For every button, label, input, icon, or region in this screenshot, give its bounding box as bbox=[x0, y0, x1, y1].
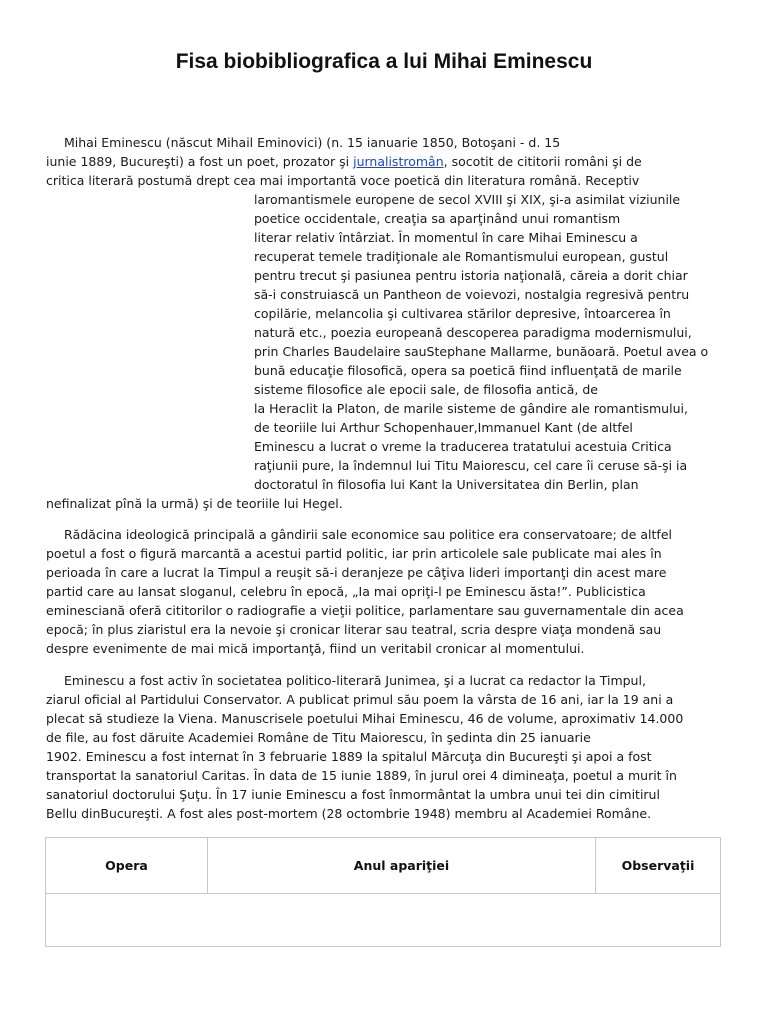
paragraph-1-column-line: pentru trecut şi pasiunea pentru istoria naţională, căreia a dorit chiar bbox=[254, 268, 688, 283]
paragraph-1-column-line: natură etc., poezia europeană descoperea paradigma modernismului, bbox=[254, 325, 692, 340]
paragraph-1-column-line: la Heraclit la Platon, de marile sisteme de gândire ale romantismului, bbox=[254, 401, 688, 416]
paragraph-3-line: 1902. Eminescu a fost internat în 3 februarie 1889 la spitalul Mărcuţa din Bucureşti şi apoi a fost bbox=[46, 749, 652, 764]
paragraph-1-text: iunie 1889, Bucureşti) a fost un poet, prozator şi bbox=[46, 154, 354, 169]
paragraph-1-column-line: Eminescu a lucrat o vreme la traducerea tratatului acestuia Critica bbox=[254, 439, 672, 454]
paragraph-2-line: eminesciană oferă cititorilor o radiografie a vieţii politice, parlamentare sau guvernamentale din acea bbox=[46, 603, 684, 618]
paragraph-1-column-line: bună educaţie filosofică, opera sa poetică fiind influenţată de marile bbox=[254, 363, 682, 378]
paragraph-1-line: Mihai Eminescu (născut Mihail Eminovici) (n. 15 ianuarie 1850, Botoşani - d. 15 bbox=[64, 135, 561, 150]
paragraph-2-line: poetul a fost o figură marcantă a acestui partid politic, iar prin articolele sale publicate mai ales în bbox=[46, 546, 662, 561]
paragraph-1-column-line: prin Charles Baudelaire sauStephane Mallarme, bunăoară. Poetul avea o bbox=[254, 344, 709, 359]
works-table bbox=[45, 837, 721, 947]
paragraph-3-line: transportat la sanatoriul Caritas. În data de 15 iunie 1889, în jurul orei 4 dimineaţa, poetul a murit în bbox=[46, 768, 677, 783]
paragraph-1-line: nefinalizat pînă la urmă) şi de teoriile lui Hegel. bbox=[46, 496, 343, 511]
page-title: Fisa biobibliografica a lui Mihai Eminescu bbox=[175, 50, 593, 73]
table-header-year: Anul apariţiei bbox=[208, 838, 596, 894]
paragraph-1-column-line: sisteme filosofice ale epocii sale, de filosofia antică, de bbox=[254, 382, 598, 397]
table-header-opera: Opera bbox=[46, 838, 208, 894]
paragraph-1-column-line: să-i construiască un Pantheon de voievozi, nostalgia regresivă pentru bbox=[254, 287, 690, 302]
paragraph-3-line: ziarul oficial al Partidului Conservator. A publicat primul său poem la vârsta de 16 ani, iar la 19 ani a bbox=[46, 692, 674, 707]
paragraph-1-column-line: doctoratul în filosofia lui Kant la Universitatea din Berlin, plan bbox=[254, 477, 639, 492]
jurnalist-roman-link[interactable]: jurnalistromân bbox=[353, 154, 444, 169]
paragraph-1-column-line: raţiunii pure, la îndemnul lui Titu Maiorescu, cel care îi ceruse să-şi ia bbox=[254, 458, 688, 473]
paragraph-1-line: critica literară postumă drept cea mai importantă voce poetică din literatura română. Receptiv bbox=[46, 173, 640, 188]
paragraph-2-line: perioada în care a lucrat la Timpul a reuşit să-i deranjeze pe câţiva lideri importanţi din acest mare bbox=[46, 565, 667, 580]
paragraph-3-line: Bellu dinBucureşti. A fost ales post-mortem (28 octombrie 1948) membru al Academiei Române. bbox=[46, 806, 652, 821]
paragraph-2-line: Rădăcina ideologică principală a gândirii sale economice sau politice era conservatoare; de altfel bbox=[64, 527, 672, 542]
paragraph-3-line: Eminescu a fost activ în societatea politico-literară Junimea, şi a lucrat ca redactor la Timpul, bbox=[64, 673, 646, 688]
paragraph-1-column-line: poetice occidentale, creaţia sa aparţinând unui romantism bbox=[254, 211, 621, 226]
paragraph-1-column-line: copilărie, melancolia şi cultivarea stărilor depresive, întoarcerea în bbox=[254, 306, 671, 321]
table-row bbox=[46, 894, 720, 946]
paragraph-3-line: sanatoriul doctorului Şuţu. În 17 iunie Eminescu a fost înmormântat la umbra unui tei din cimitirul bbox=[46, 787, 660, 802]
paragraph-1-column-line: laromantismele europene de secol XVIII şi XIX, şi-a asimilat viziunile bbox=[254, 192, 681, 207]
table-header-observations: Observaţii bbox=[596, 838, 720, 894]
paragraph-3-line: plecat să studieze la Viena. Manuscrisele poetului Mihai Eminescu, 46 de volume, aproximativ 14.000 bbox=[46, 711, 684, 726]
paragraph-1-column-line: recuperat temele tradiţionale ale Romantismului european, gustul bbox=[254, 249, 669, 264]
paragraph-1-column-line: de teoriile lui Arthur Schopenhauer,Immanuel Kant (de altfel bbox=[254, 420, 633, 435]
paragraph-2-line: despre evenimente de mai mică importanţă, fiind un veritabil cronicar al momentului. bbox=[46, 641, 585, 656]
paragraph-3-line: de file, au fost dăruite Academiei Române de Titu Maiorescu, în şedinta din 25 ianuarie bbox=[46, 730, 591, 745]
paragraph-2-line: partid care au lansat sloganul, celebru în epocă, „Ia mai opriţi-l pe Eminescu ăsta!”. Publicistica bbox=[46, 584, 646, 599]
paragraph-1-text: , socotit de cititorii români şi de bbox=[443, 154, 642, 169]
paragraph-1-line bbox=[46, 152, 642, 171]
paragraph-2-line: epocă; în plus ziaristul era la nevoie şi cronicar literar sau teatral, scria despre viaţa mondenă sau bbox=[46, 622, 662, 637]
paragraph-1-column-line: literar relativ întârziat. În momentul în care Mihai Eminescu a bbox=[254, 230, 638, 245]
